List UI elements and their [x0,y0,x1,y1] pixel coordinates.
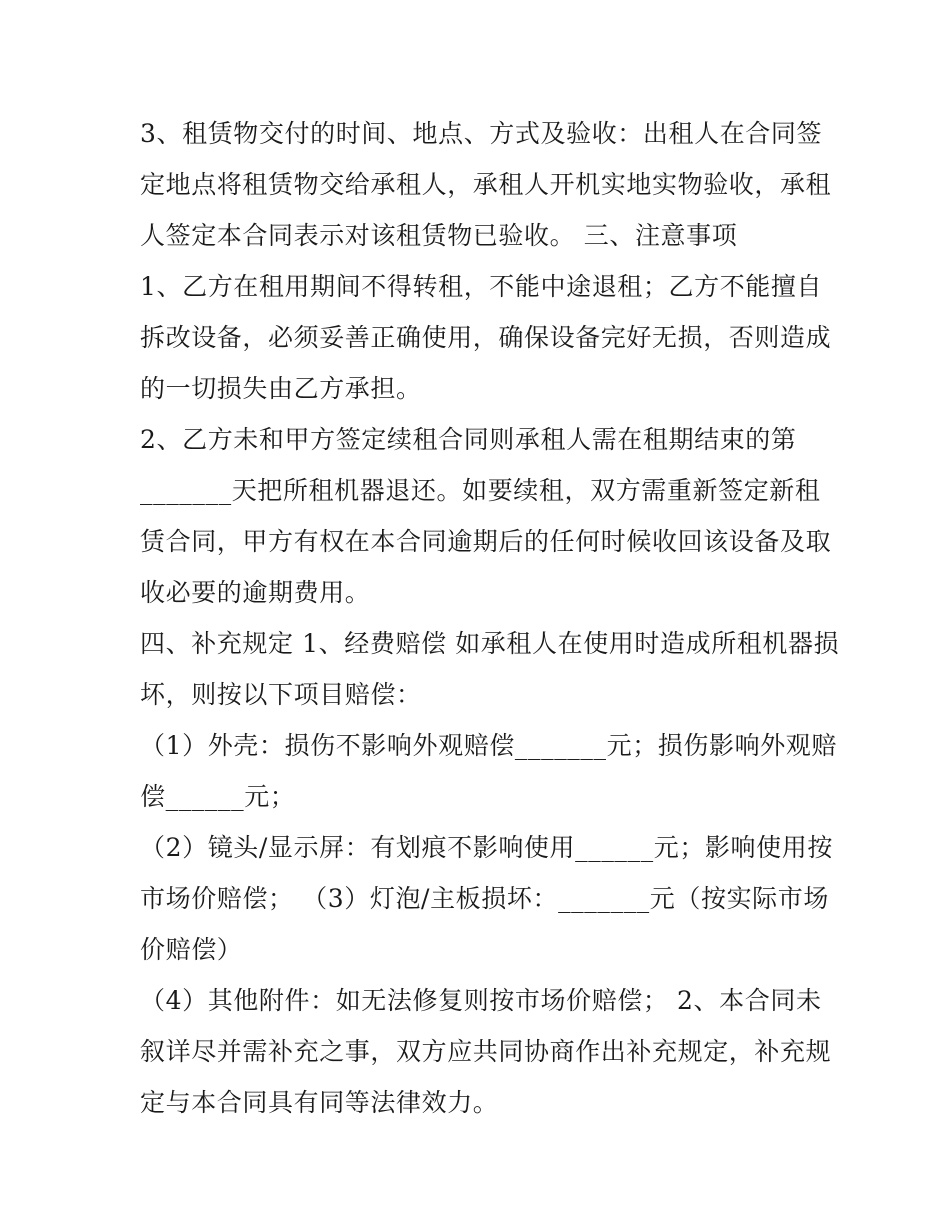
text-line: 价赔偿） [140,935,243,964]
text-line: 偿______元； [140,782,296,811]
text-line: 四、补充规定 1、经费赔偿 如承租人在使用时造成所租机器损 [140,629,840,658]
text-line: 的一切损失由乙方承担。 [140,374,422,403]
text-line: 坏，则按以下项目赔偿： [140,680,422,709]
paragraph-return-renewal [140,414,832,618]
text-line: 市场价赔偿； （3）灯泡/主板损坏：_______元（按实际市场 [140,884,829,913]
paragraph-item-accessories [140,975,832,1128]
text-line: 1、乙方在租用期间不得转租，不能中途退租；乙方不能擅自 [140,272,823,301]
text-line: 定与本合同具有同等法律效力。 [140,1088,499,1117]
text-line: （2）镜头/显示屏：有划痕不影响使用______元；影响使用按 [140,833,833,862]
text-line: 拆改设备，必须妥善正确使用，确保设备完好无损，否则造成 [140,323,832,352]
text-line: 收必要的逾期费用。 [140,578,371,607]
paragraph-item-casing [140,720,838,822]
text-line: 定地点将租赁物交给承租人，承租人开机实地实物验收，承租 [140,170,832,199]
text-line: 2、乙方未和甲方签定续租合同则承租人需在租期结束的第 [140,425,797,454]
text-line: 叙详尽并需补充之事，双方应共同协商作出补充规定，补充规 [140,1037,832,1066]
paragraph-item-lens-screen [140,822,833,975]
paragraph-no-sublease [140,261,832,414]
text-line: 3、租赁物交付的时间、地点、方式及验收：出租人在合同签 [140,119,823,148]
text-line: （1）外壳：损伤不影响外观赔偿_______元；损伤影响外观赔 [140,731,838,760]
text-line: 赁合同，甲方有权在本合同逾期后的任何时候收回该设备及取 [140,527,832,556]
text-line: （4）其他附件：如无法修复则按市场价赔偿； 2、本合同未 [140,986,822,1015]
paragraph-delivery-acceptance [140,108,832,261]
document-body [140,108,840,1128]
paragraph-supplementary-compensation [140,618,840,720]
text-line: 人签定本合同表示对该租赁物已验收。 三、注意事项 [140,221,738,250]
text-line: _______天把所租机器退还。如要续租，双方需重新签定新租 [140,476,821,505]
